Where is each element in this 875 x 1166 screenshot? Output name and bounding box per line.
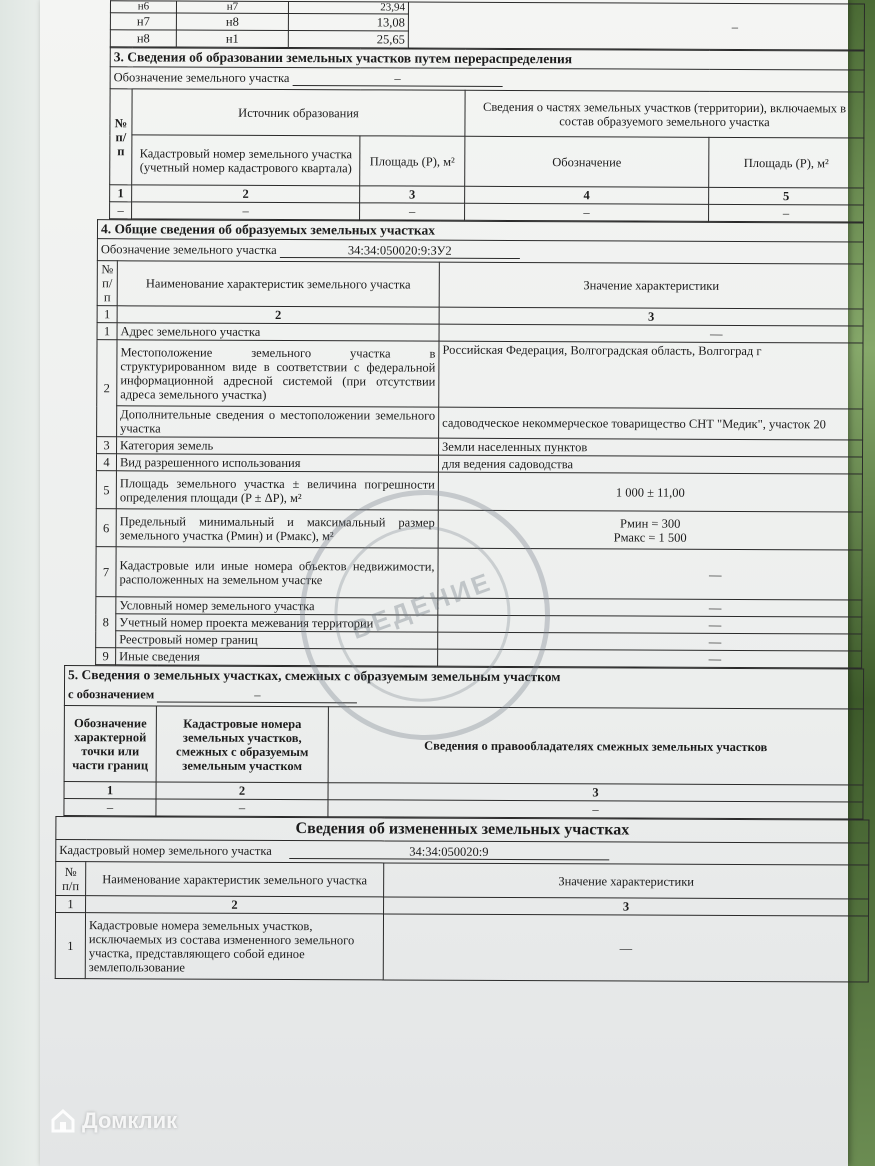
table-row [96,471,862,512]
point-from: н8 [110,30,176,47]
table-row [96,509,862,550]
table-row [97,406,863,440]
table-row [55,913,868,983]
row-name: Иные сведения [116,648,438,666]
designation-label: Обозначение земельного участка [113,70,290,86]
row-number: 3 [97,437,117,454]
col-point: Обозначение характерной точки или части границ [64,706,156,782]
column-index: 2 [86,896,384,914]
cadastral-label: Кадастровый номер земельного участка [59,843,272,858]
designation-label: Обозначение земельного участка [100,242,277,257]
stamp-text: ВЕДЕНИЕ [347,566,497,645]
col-source: Источник образования [132,89,465,136]
designation-value: – [293,71,503,87]
point-from: н7 [110,13,176,30]
cell-empty: – [64,799,156,816]
row-number: 5 [96,471,116,509]
row-value: — [438,615,862,634]
section-5-table [63,665,864,819]
row-number: 4 [96,454,116,471]
row-value: 1 000 ± 11,00 [438,472,862,512]
row-value: — [438,632,862,651]
section-3-table [109,47,865,222]
designation-value: – [157,687,357,703]
cell-empty: – [132,202,360,220]
cell-empty: – [465,203,709,221]
row-value: — [438,548,862,600]
modified-parcels-table [55,816,870,983]
column-index: 1 [64,782,156,799]
col-area-2: Площадь (P), м² [709,137,864,188]
distance: 25,65 [288,31,408,49]
row-number: 1 [55,913,85,979]
section-3-designation [110,67,864,92]
distance: 13,08 [288,14,408,32]
cell-empty: – [110,202,132,219]
column-index: 3 [384,897,869,916]
column-index: 2 [132,185,360,203]
row-name: Предельный минимальный и максимальный размер земельного участка (Pмин) и (Pмакс), м² [116,509,438,548]
row-name: Категория земель [117,437,439,455]
col-number: № п/п [56,862,86,896]
coords-note: – [408,2,864,50]
row-name: Местоположение земельного участка в структурированном виде в соответствии с федеральной информационной адресной системой (при отсутствии адреса земельного участка) [117,340,439,407]
row-number: 9 [96,648,116,665]
col-value: Значение характеристики [439,262,863,309]
distance: 23,94 [288,2,408,15]
column-index: 2 [156,782,328,800]
row-number: 6 [96,509,116,547]
row-value: — [383,914,868,982]
col-area: Площадь (P), м² [360,136,465,186]
table-row [97,340,863,409]
max-area: Pмакс = 1 500 [613,529,687,545]
row-value: Земли населенных пунктов [439,438,863,457]
row-number: 7 [96,547,116,597]
top-coordinates-table [110,0,865,50]
column-index: 4 [465,186,709,204]
row-value: для ведения садоводства [438,455,862,474]
point-to: н7 [176,1,288,13]
column-index: 3 [328,783,863,802]
col-cadastral: Кадастровый номер земельного участка (учетный номер кадастрового квартала) [132,135,360,186]
section-3-title: 3. Сведения об образовании земельных участков путем перераспределения [110,48,864,70]
column-index: 3 [360,186,465,203]
col-value: Значение характеристики [384,863,869,899]
row-value [438,510,862,550]
column-index: 1 [56,896,86,913]
cell-empty: – [709,204,864,222]
row-name: Площадь земельного участка ± величина погрешности определения площади (P ± ΔP), м² [116,471,438,510]
row-name: Вид разрешенного использования [116,454,438,472]
row-name: Кадастровые или иные номера объектов недвижимости, расположенных на земельном участке [116,547,438,598]
modified-parcels-title: Сведения об измененных земельных участках [56,817,869,844]
house-logo-icon [50,1108,76,1134]
row-number: 1 [97,323,117,340]
row-value: садоводческое некоммерческое товарищество СНТ "Медик", участок 20 [439,407,863,440]
row-name: Кадастровые номера земельных участков, исключаемых из состава измененного земельного участка, представляющего собой единое землепользование [85,913,383,980]
col-owners: Сведения о правообладателях смежных земельных участков [328,707,863,785]
col-number: № п/п [97,261,117,306]
col-parts: Сведения о частях земельных участков (территории), включаемых в состав образуемого земельного участка [465,90,864,138]
col-designation: Обозначение [465,136,709,187]
min-area: Pмин = 300 [620,515,681,531]
column-index: 5 [709,187,864,205]
cell-empty: – [360,203,465,220]
section-4-title: 4. Общие сведения об образуемых земельных участках [97,220,863,242]
watermark-text: Домклик [82,1108,178,1133]
column-index: 2 [117,306,439,324]
column-index: 3 [439,307,863,326]
row-name: Дополнительные сведения о местоположении земельного участка [117,406,439,438]
cell-empty: – [156,799,328,817]
col-name: Наименование характеристик земельного участка [117,261,439,307]
row-name: Реестровый номер границ [116,631,438,649]
designation-value: 34:34:050020:9:ЗУ2 [280,243,520,259]
row-name: Адрес земельного участка [117,323,439,341]
col-number: № п/п [110,89,132,185]
cadastral-value: 34:34:050020:9 [289,844,609,860]
cell-empty: – [328,800,863,819]
row-value: — [439,324,863,343]
row-name: Учетный номер проекта межевания территории [116,614,438,632]
col-name: Наименование характеристик земельного участка [86,862,384,897]
section-4-table [95,219,864,668]
row-value: Российская Федерация, Волгоградская область, Волгоград г [439,341,863,409]
designation-label: с обозначением [67,687,155,702]
point-to: н8 [176,13,288,30]
point-from: н6 [110,1,176,13]
row-number: 8 [96,597,116,648]
document-content [50,0,847,1093]
domclick-watermark [50,1108,177,1134]
row-name: Условный номер земельного участка [116,597,438,615]
point-to: н1 [176,30,288,47]
column-index: 1 [97,306,117,323]
row-number: 2 [97,340,117,437]
section-5-title: 5. Сведения о земельных участках, смежных с образуемым земельным участком [65,666,864,688]
row-value: — [438,598,862,617]
column-index: 1 [110,185,132,202]
table-row [96,547,862,600]
col-adjacent-cadastral: Кадастровые номера земельных участков, смежных с образуемым земельным участком [156,706,328,783]
row-value: — [438,649,862,668]
